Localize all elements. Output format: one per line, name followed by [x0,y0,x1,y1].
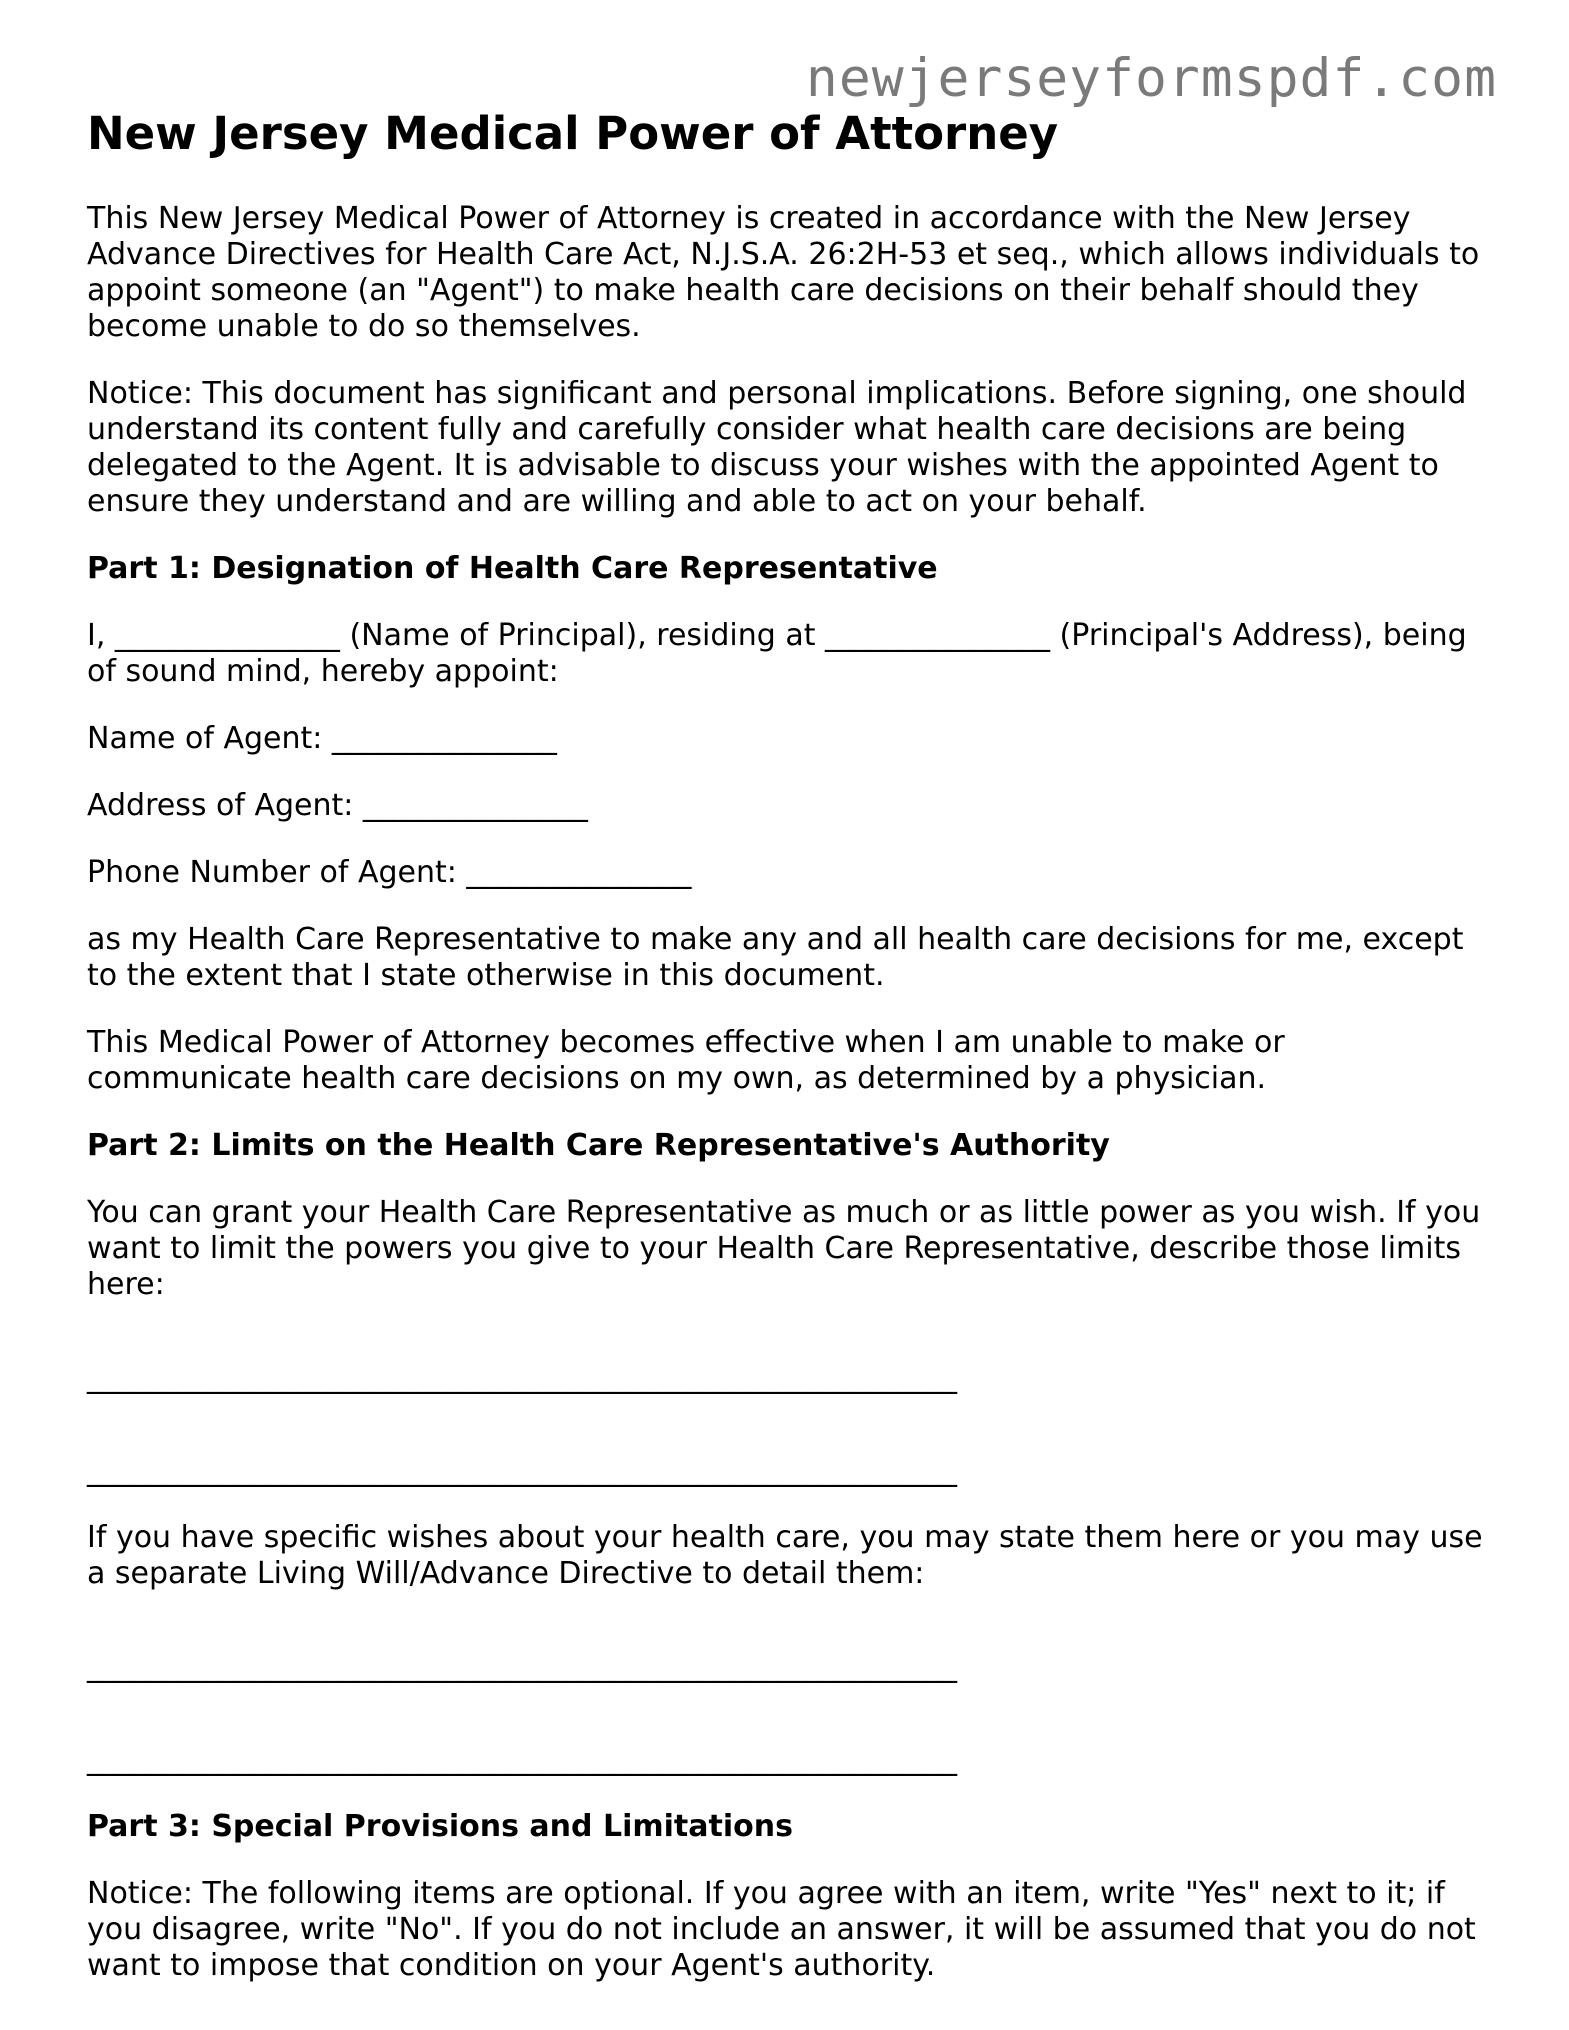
agent-phone-field[interactable]: Phone Number of Agent: _______________ [87,855,692,890]
limits-intro-paragraph: You can grant your Health Care Representative as much or as little power as you wish. If you want to limit the powers you give to your Health Care Representative, describe those limits here: [87,1195,1481,1302]
part3-heading: Part 3: Special Provisions and Limitations [87,1809,793,1844]
agent-address-field[interactable]: Address of Agent: _______________ [87,788,588,823]
effective-paragraph: This Medical Power of Attorney becomes effective when I am unable to make or communicate health care decisions on my own, as determined by a physician. [87,1025,1285,1096]
limits-blank-line-1[interactable]: __________________________________________________________ [87,1360,957,1395]
principal-line[interactable]: I, _______________ (Name of Principal), residing at _______________ (Principal's Address), being of sound mind, hereby appoint: [87,618,1467,689]
document-page [87,105,1487,2015]
part3-notice-paragraph: Notice: The following items are optional. If you agree with an item, write "Yes" next to it; if you disagree, write "No". If you do not include an answer, it will be assumed that you do not want to impose that condition on your Agent's authority. [87,1876,1476,1983]
limits-blank-line-2[interactable]: __________________________________________________________ [87,1453,957,1488]
intro-paragraph: This New Jersey Medical Power of Attorney is created in accordance with the New Jersey Advance Directives for Health Care Act, N.J.S.A. 26:2H-53 et seq., which allows individuals to appoint someone (an "Agent") to make health care decisions on their behalf should they become unable to do so themselves. [87,201,1480,344]
part1-heading: Part 1: Designation of Health Care Representative [87,551,938,586]
watermark: newjerseyformspdf.com [805,48,1497,109]
document-title: New Jersey Medical Power of Attorney [87,107,1059,160]
wishes-blank-line-2[interactable]: __________________________________________________________ [87,1742,957,1777]
agent-name-field[interactable]: Name of Agent: _______________ [87,721,557,756]
notice-paragraph: Notice: This document has significant and personal implications. Before signing, one should understand its content fully and carefully consider what health care decisions are being delegated to the Agent. It is advisable to discuss your wishes with the appointed Agent to ensure they understand and are willing and able to act on your behalf. [87,376,1467,519]
appointment-paragraph: as my Health Care Representative to make any and all health care decisions for me, except to the extent that I state otherwise in this document. [87,922,1464,993]
wishes-intro-paragraph: If you have specific wishes about your health care, you may state them here or you may use a separate Living Will/Advance Directive to detail them: [87,1520,1483,1591]
part2-heading: Part 2: Limits on the Health Care Representative's Authority [87,1128,1110,1163]
wishes-blank-line-1[interactable]: __________________________________________________________ [87,1649,957,1684]
